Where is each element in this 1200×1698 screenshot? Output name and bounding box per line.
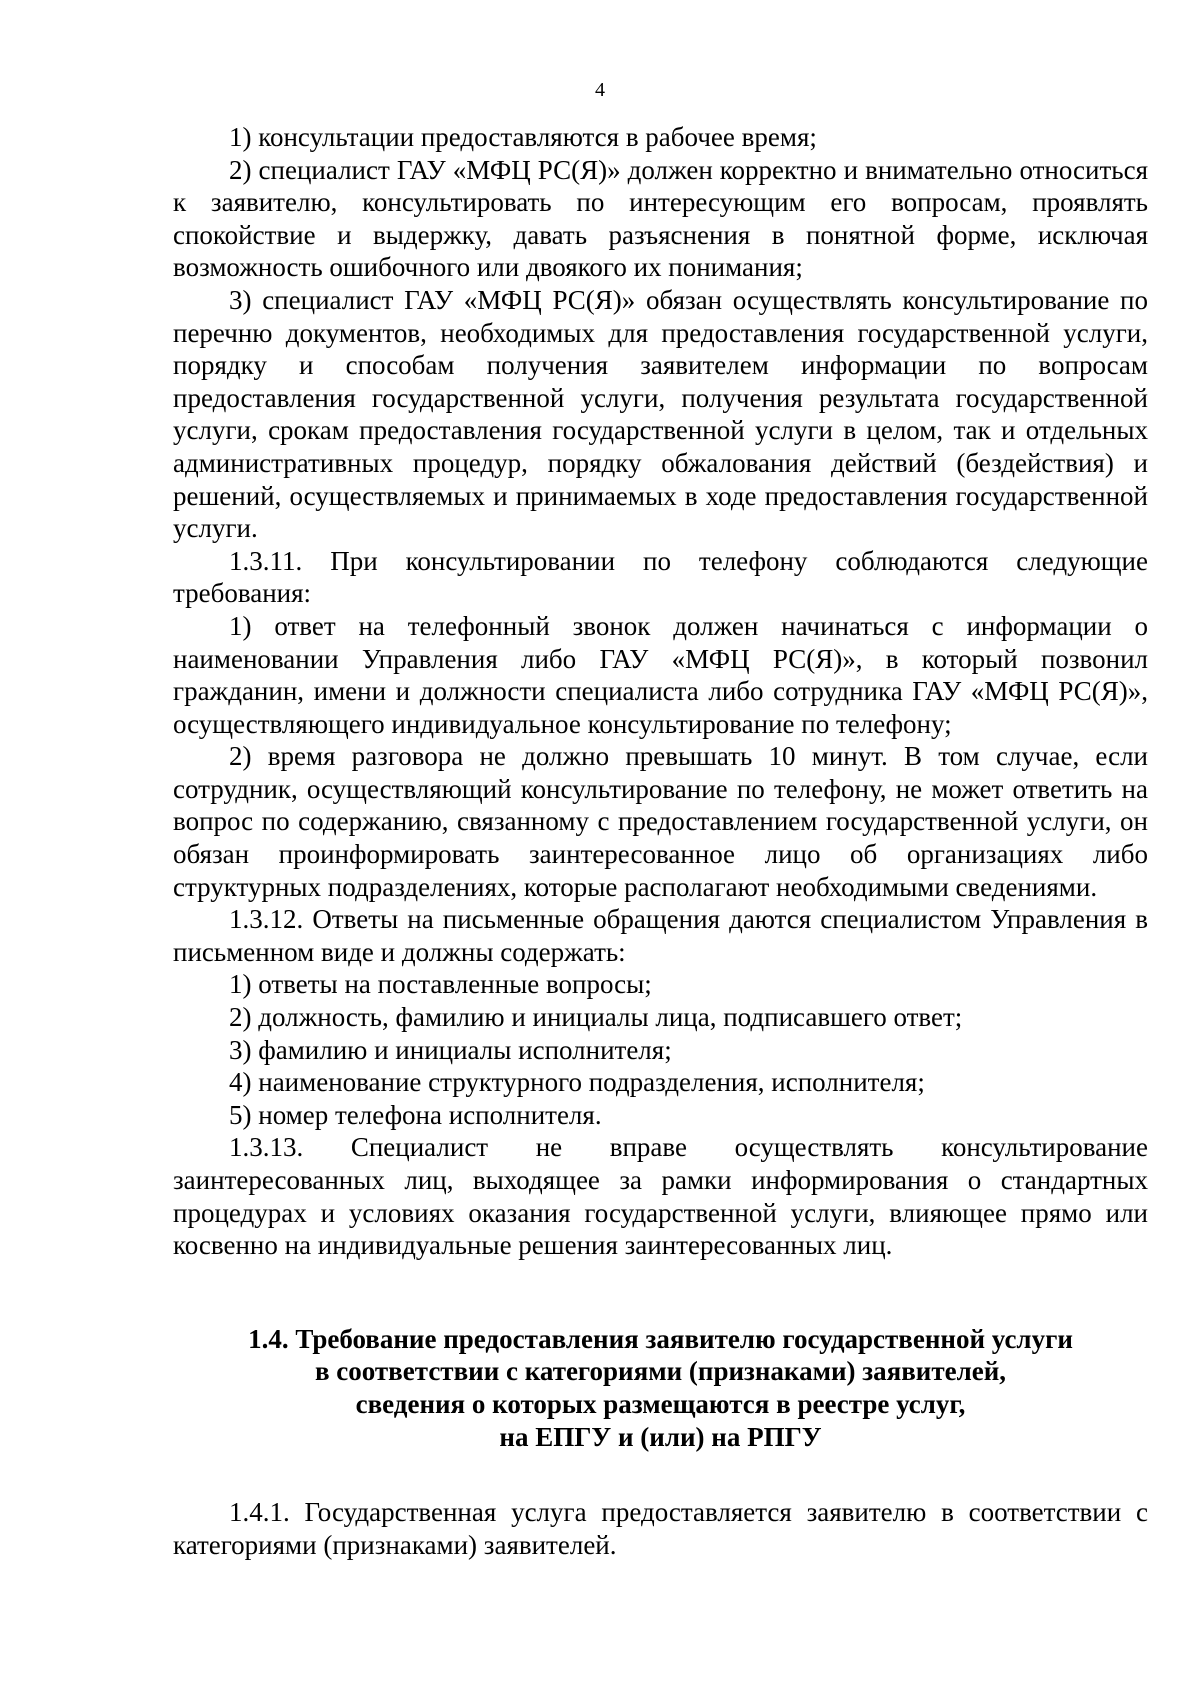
section-heading-1-4 [173,1323,1148,1453]
paragraph-1-3-12: 1.3.12. Ответы на письменные обращения даются специалистом Управления в письменном виде и должны содержать: [173,904,1148,967]
list-item-answers: 1) ответы на поставленные вопросы; [229,969,652,1000]
list-item-department: 4) наименование структурного подразделения, исполнителя; [229,1067,925,1098]
paragraph-phone-answer: 1) ответ на телефонный звонок должен начинаться с информации о наименовании Управления либо ГАУ «МФЦ РС(Я)», в который позвонил гражданин, имени и должности специалиста либо сотрудника ГАУ «МФЦ РС(Я)», осуществляющего индивидуальное консультирование по телефону; [173,610,1148,739]
list-item-executor-name: 3) фамилию и инициалы исполнителя; [229,1034,672,1065]
paragraph-1-3-13: 1.3.13. Специалист не вправе осуществлять консультирование заинтересованных лиц, выходящее за рамки информирования о стандартных процедурах и условиях оказания государственной услуги, влияющее прямо или косвенно на индивидуальные решения заинтересованных лиц. [173,1132,1148,1261]
paragraph-specialist-conduct: 2) специалист ГАУ «МФЦ РС(Я)» должен корректно и внимательно относиться к заявителю, консультировать по интересующим его вопросам, проявлять спокойствие и выдержку, давать разъяснения в понятной форме, исключая возможность ошибочного или двоякого их понимания; [173,154,1148,283]
heading-line: на ЕПГУ и (или) на РПГУ [499,1421,822,1452]
heading-line: 1.4. Требование предоставления заявителю государственной услуги [248,1323,1073,1354]
list-item-phone: 5) номер телефона исполнителя. [229,1099,602,1130]
heading-line: в соответствии с категориями (признаками) заявителей, [314,1356,1007,1387]
list-item-signer: 2) должность, фамилию и инициалы лица, подписавшего ответ; [229,1002,963,1033]
document-body [173,121,1148,1561]
paragraph-consult-working-hours: 1) консультации предоставляются в рабочее время; [229,122,817,152]
page-number: 4 [595,79,605,101]
heading-line: сведения о которых размещаются в реестре услуг, [355,1388,966,1419]
paragraph-1-4-1: 1.4.1. Государственная услуга предоставляется заявителю в соответствии с категориями (признаками) заявителей. [173,1497,1148,1560]
paragraph-specialist-obligations: 3) специалист ГАУ «МФЦ РС(Я)» обязан осуществлять консультирование по перечню документов, необходимых для предоставления государственной услуги, порядку и способам получения заявителем информации по вопросам предоставления государственной услуги, получения результата государственной услуги, срокам предоставления государственной услуги в целом, так и отдельных административных процедур, порядку обжалования действий (бездействия) и решений, осуществляемых и принимаемых в ходе предоставления государственной услуги. [173,284,1148,544]
paragraph-call-duration: 2) время разговора не должно превышать 10 минут. В том случае, если сотрудник, осуществляющий консультирование по телефону, не может ответить на вопрос по содержанию, связанному с предоставлением государственной услуги, он обязан проинформировать заинтересованное лицо об организациях либо структурных подразделениях, которые располагают необходимыми сведениями. [173,741,1148,902]
paragraph-1-3-11: 1.3.11. При консультировании по телефону соблюдаются следующие требования: [173,545,1148,609]
